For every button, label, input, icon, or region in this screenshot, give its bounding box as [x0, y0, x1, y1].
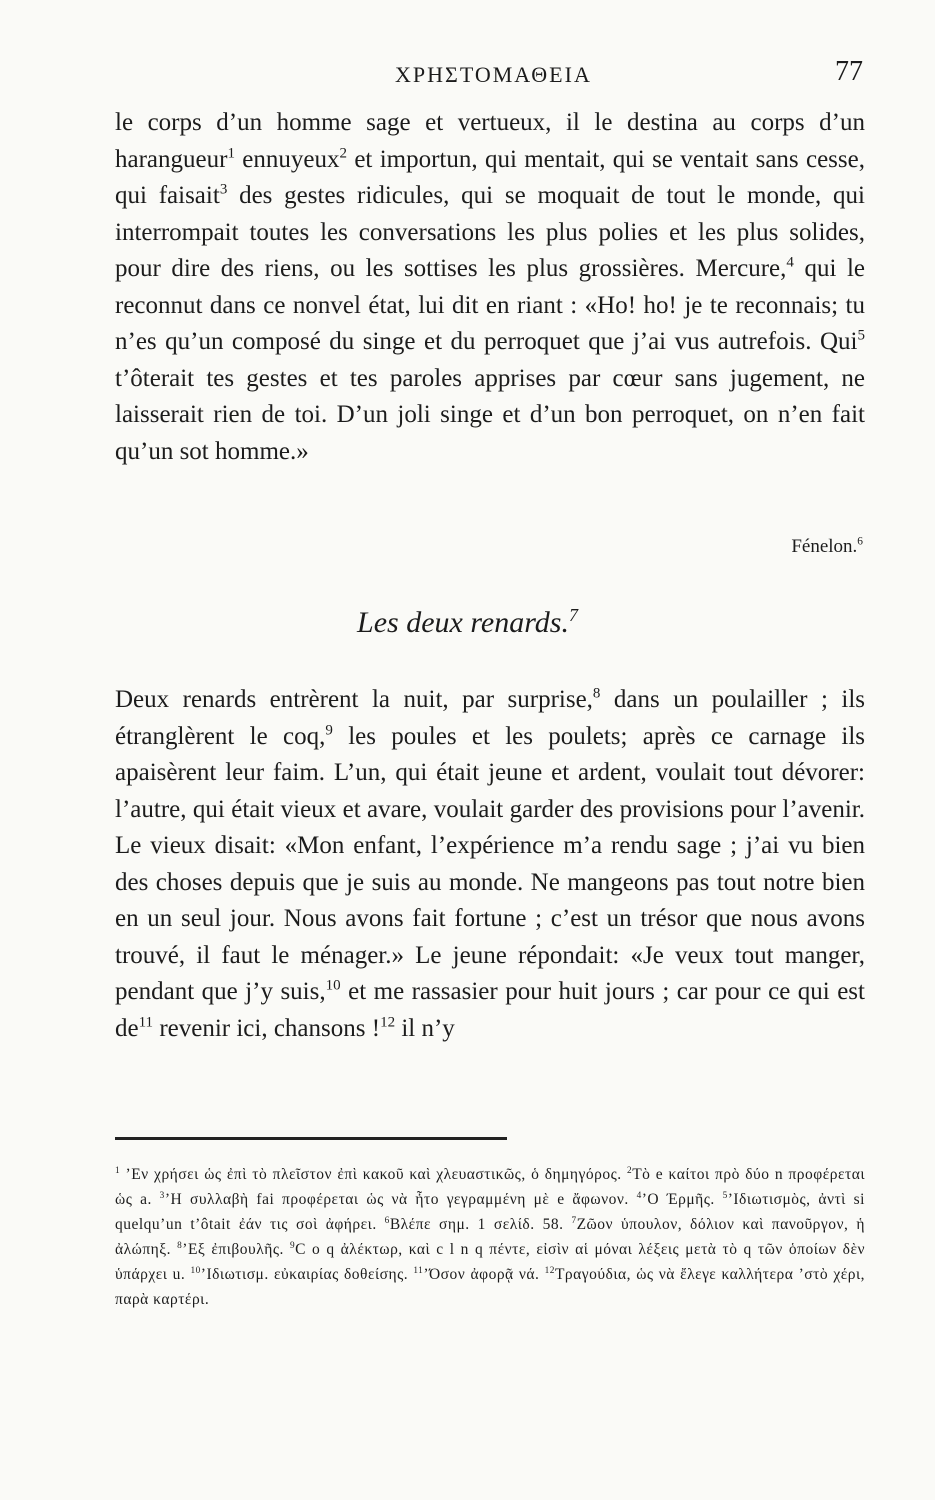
footnote-ref: 8 — [177, 1240, 183, 1251]
footnote-ref: 9 — [325, 722, 333, 739]
text-run: Τραγούδια, ὡς νὰ ἔλεγε καλλήτερα ’στὸ χέρι, παρὰ καρτέρι. — [115, 1266, 865, 1308]
text-run: ’Ο Έρμῆς. — [641, 1191, 723, 1208]
footnote-ref: 10 — [190, 1265, 201, 1276]
running-head — [0, 56, 935, 92]
footnote-ref: 7 — [571, 1215, 577, 1226]
author-signature — [791, 536, 863, 558]
text-run: ’Ιδιωτισμ. εὐκαιρίας δοθείσης. — [200, 1266, 414, 1283]
footnote-ref: 10 — [325, 977, 341, 994]
footnote-ref: 1 — [227, 145, 235, 162]
text-run: les poules et les poulets; après ce carnage ils apaisèrent leur faim. L’un, qui était jeune et ardent, voulait tout dévorer: l’autre, qui était vieux et avare, voulait garder des provisions pour l’avenir. Le vieux disait: «Mon enfant, l’expérience m’a rendu sage ; j’ai vu bien des choses depuis que je suis au monde. Ne mangeons pas tout notre bien en un seul jour. Nous avons fait fortune ; c’est un trésor que nous avons trouvé, il faut le ménager.» Le jeune répondait: «Je veux tout manger, pendant que j’y suis, — [115, 722, 865, 1005]
footnote-ref: 4 — [636, 1190, 642, 1201]
text-run: ’Εν χρήσει ὡς ἐπὶ τὸ πλεῖστον ἐπὶ κακοῦ καὶ χλευαστικῶς, ὁ δημηγόρος. — [120, 1166, 628, 1183]
footnote-ref: 11 — [138, 1014, 154, 1031]
text-run: Ζῶον ὑπουλον, δόλιον καὶ πανοῦργον, ἡ ἀλώπηξ. — [115, 1216, 865, 1258]
footnote-ref: 5 — [857, 327, 865, 344]
footnote-ref: 2 — [627, 1165, 633, 1176]
footnote-ref: 12 — [380, 1014, 396, 1031]
section-heading — [0, 606, 935, 640]
text-run: t’ôterait tes gestes et tes paroles apprises par cœur sans jugement, ne laisserait rien de toi. D’un joli singe et d’un bon perroquet, on n’en fait qu’un sot homme.» — [115, 364, 865, 465]
footnote-ref: 8 — [592, 685, 601, 702]
text-run: et me rassasier pour huit jours ; car pour ce qui est de — [115, 978, 865, 1042]
footnote-ref: 11 — [413, 1265, 424, 1276]
body-text-part2 — [115, 682, 865, 1047]
footnote-ref: 12 — [544, 1265, 555, 1276]
signature-name: Fénelon. — [791, 536, 858, 557]
text-run: ’Η συλλαβὴ fai προφέρεται ὡς νὰ ἦτο γεγραμμένη μὲ e ἄφωνον. — [164, 1191, 637, 1208]
text-run: il n’y — [395, 1014, 455, 1042]
text-run: dans un poulailler ; ils étranglèrent le coq, — [115, 686, 865, 750]
text-run: des gestes ridicules, qui se moquait de tout le monde, qui interrompait toutes les conversations les plus polies et les plus solides, pour dire des riens, ou les sottises les plus grossières. Mercure, — [115, 182, 866, 282]
body-text-part1 — [115, 105, 865, 470]
footnote-ref: 6 — [384, 1215, 390, 1226]
footnote-ref: 5 — [722, 1190, 728, 1201]
text-run: et importun, qui mentait, qui se ventait sans cesse, qui faisait — [115, 145, 865, 209]
footnote-ref: 3 — [159, 1190, 165, 1201]
page-number: 77 — [835, 56, 863, 87]
footnote-ref: 7 — [568, 605, 578, 625]
text-run: Τὸ e καίτοι πρὸ δύο n προφέρεται ὡς a. — [115, 1166, 866, 1208]
footnote-ref: 2 — [339, 145, 347, 162]
text-run: C o q ἀλέκτωρ, καὶ c l n q πέντε, εἰσὶν αἱ μόναι λέξεις μετὰ τὸ q τῶν ὁποίων δὲν ὑπάρχει u. — [115, 1241, 865, 1283]
text-run: qui le reconnut dans ce nonvel état, lui dit en riant : «Ho! ho! je te reconnais; tu n’es qu’un composé du singe et du perroquet que j’ai vus autrefois. Qui — [115, 255, 865, 355]
text-run: ’Εξ ἐπιβουλῆς. — [182, 1241, 290, 1258]
footnotes — [115, 1162, 865, 1312]
footnote-ref: 1 — [115, 1165, 121, 1176]
text-run: Deux renards entrèrent la nuit, par surprise, — [115, 686, 593, 713]
text-run: ’Ιδιωτισμὸς, ἀντὶ si quelqu’un t’ôtait ἐάν τις σοὶ ἀφήρει. — [115, 1191, 865, 1233]
footnote-rule — [115, 1137, 507, 1140]
heading-title: Les deux renards. — [357, 606, 569, 639]
text-run: revenir ici, chansons ! — [153, 1014, 381, 1042]
footnote-ref: 3 — [219, 181, 228, 198]
text-run: Βλέπε σημ. 1 σελίδ. 58. — [389, 1216, 572, 1233]
footnote-ref: 4 — [786, 254, 794, 271]
footnote-ref: 9 — [289, 1240, 296, 1251]
text-run: le corps d’un homme sage et vertueux, il le destina au corps d’un harangueur — [115, 109, 865, 173]
footnote-ref: 6 — [857, 535, 863, 548]
text-run: ennuyeux — [234, 145, 340, 173]
text-run: ’Όσον ἀφορᾷ νά. — [423, 1266, 545, 1283]
running-title: ΧΡΗΣΤΟΜΑΘΕΙΑ — [395, 62, 592, 87]
